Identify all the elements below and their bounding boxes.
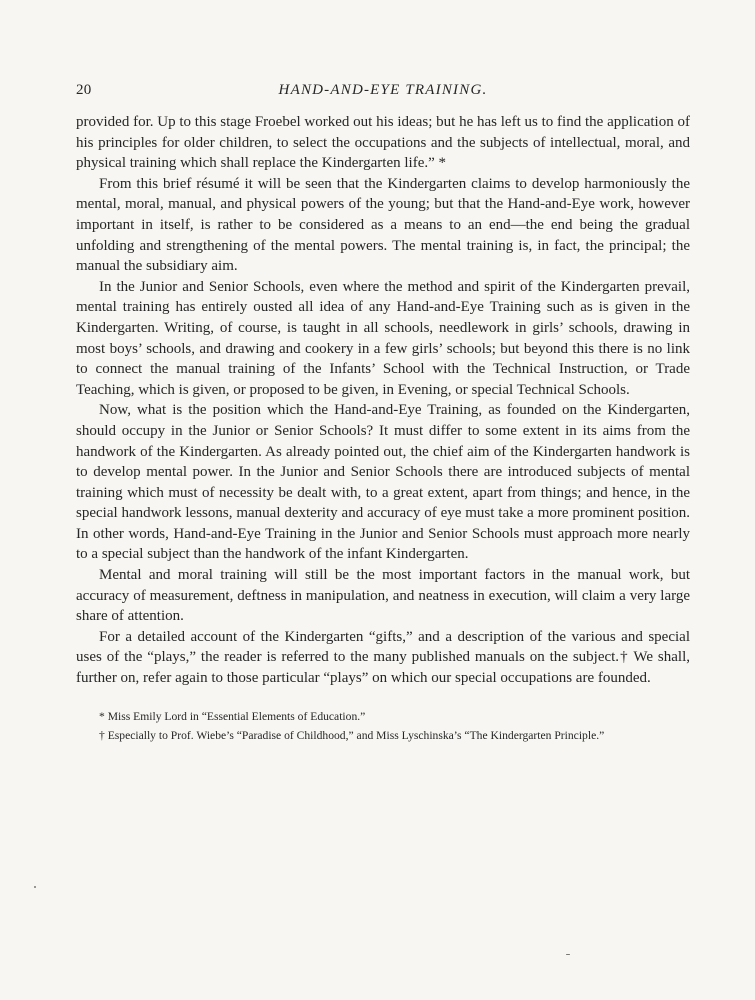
paragraph-mental-moral-training: Mental and moral training will still be the most important factors in the manual work, but accuracy of measurement, deftness in manipulation, and neatness in execution, will claim a very large share of attention. bbox=[76, 567, 690, 625]
paragraph-junior-senior-schools: In the Junior and Senior Schools, even where the method and spirit of the Kindergarten prevail, mental training has entirely ousted all idea of any Hand-and-Eye Training such as is given in the Kindergarten. Writing, of course, is taught in all schools, needlework in girls’ schools, drawing in most boys’ schools, and drawing and cookery in a few girls’ schools; but beyond this there is no link to connect the manual training of the Infants’ School with the Technical Instruction, or Trade Teaching, which is given, or proposed to be given, in Evening, or special Technical Schools. bbox=[76, 278, 690, 398]
body-text bbox=[76, 112, 690, 689]
paragraph-gifts-and-plays: For a detailed account of the Kindergarten “gifts,” and a description of the various and special uses of the “plays,” the reader is referred to the many published manuals on the subject.† We shall, further on, refer again to those particular “plays” on which our special occupations are founded. bbox=[76, 628, 690, 687]
footnote-dagger: † Especially to Prof. Wiebe’s “Paradise of Childhood,” and Miss Lyschinska’s “The Kindergarten Principle.” bbox=[99, 729, 605, 743]
footnotes bbox=[76, 709, 690, 744]
scan-speck bbox=[34, 886, 36, 888]
running-title: HAND-AND-EYE TRAINING. bbox=[278, 82, 488, 98]
page-number: 20 bbox=[76, 82, 92, 98]
footnote-asterisk: * Miss Emily Lord in “Essential Elements of Education.” bbox=[99, 709, 366, 723]
paragraph-continuation: provided for. Up to this stage Froebel worked out his ideas; but he has left us to find the application of his principles for older children, to select the occupations and the subjects of intellectual, moral, and physical training which shall replace the Kindergarten life.” * bbox=[76, 114, 690, 172]
running-head bbox=[76, 82, 690, 108]
paragraph-position-of-training: Now, what is the position which the Hand-and-Eye Training, as founded on the Kindergarten, should occupy in the Junior or Senior Schools? It must differ to some extent in its aims from the handwork of the Kindergarten. As already pointed out, the chief aim of the Kindergarten handwork is to develop mental power. In the Junior and Senior Schools there are introduced subjects of mental training which must of necessity be dealt with, to a great extent, apart from things; and hence, in the special handwork lessons, manual dexterity and accuracy of eye must take a more prominent position. In other words, Hand-and-Eye Training in the Junior and Senior Schools must approach more nearly to a special subject than the handwork of the infant Kindergarten. bbox=[76, 402, 690, 563]
scan-speck bbox=[566, 954, 570, 955]
paragraph-resume: From this brief résumé it will be seen that the Kindergarten claims to develop harmoniously the mental, moral, manual, and physical powers of the young; but that the Hand-and-Eye work, however important in itself, is rather to be considered as a means to an end—the end being the gradual unfolding and strengthening of the mental powers. The mental training is, in fact, the principal; the manual the subsidiary aim. bbox=[76, 175, 690, 275]
